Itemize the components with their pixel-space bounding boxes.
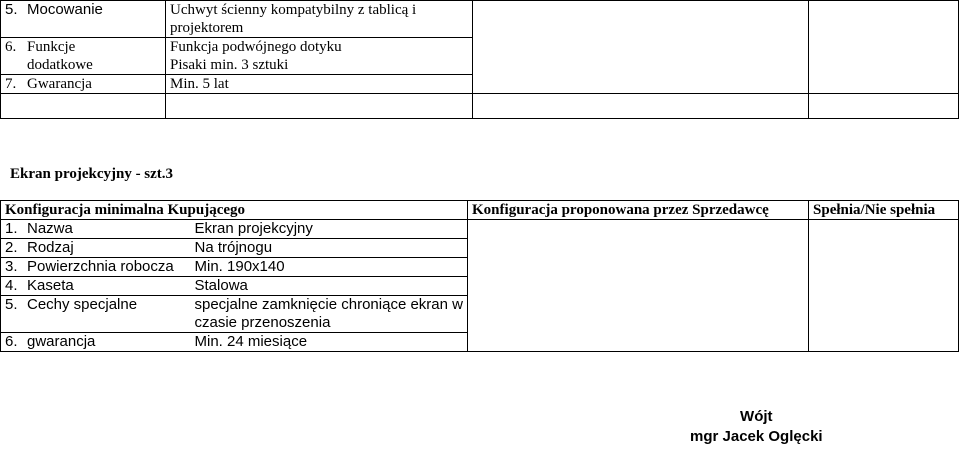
proposed-cell (473, 1, 809, 94)
row-name: Kaseta (27, 277, 74, 294)
value-line: Funkcja podwójnego dotyku (170, 39, 342, 55)
row-number: 3. (5, 258, 18, 275)
value-line: Min. 5 lat (170, 76, 229, 92)
signature-name: mgr Jacek Oglęcki (690, 428, 823, 445)
row-number: 5. (5, 296, 18, 313)
proposed-cell (468, 220, 809, 352)
row-value-cell (166, 75, 473, 94)
value-line: projektorem (170, 20, 244, 36)
row-name: Cechy specjalne (27, 296, 138, 313)
table-row (1, 220, 959, 239)
header-complies: Spełnia/Nie spełnia (809, 201, 959, 220)
row-number: 6. (5, 333, 18, 350)
value-line: specjalne zamknięcie chroniące ekran w (194, 296, 463, 313)
table-row (1, 1, 959, 38)
row-name: Funkcje (27, 39, 76, 55)
complies-cell (809, 1, 959, 94)
spec-table-top (0, 0, 959, 119)
value-line: czasie przenoszenia (194, 314, 331, 331)
row-name: gwarancja (27, 333, 96, 350)
row-number: 6. (5, 39, 17, 55)
row-name-cell (1, 1, 166, 38)
header-proposed: Konfiguracja proponowana przez Sprzedawcę (468, 201, 809, 220)
signature-block (690, 407, 823, 447)
row-name-cell (1, 75, 166, 94)
value-line: Uchwyt ścienny kompatybilny z tablicą i (170, 2, 417, 18)
row-number: 5. (5, 1, 18, 18)
row-name: Rodzaj (27, 239, 74, 256)
row-value: Min. 24 miesiące (191, 333, 468, 352)
row-value: Min. 190x140 (191, 258, 468, 277)
row-name: Nazwa (27, 220, 73, 237)
header-row (1, 201, 959, 220)
row-value: Ekran projekcyjny (191, 220, 468, 239)
row-name: Powierzchnia robocza (27, 258, 174, 275)
row-number: 7. (5, 76, 17, 92)
table-row-spacer (1, 94, 959, 119)
signature-title: Wójt (740, 408, 773, 425)
row-name: dodatkowe (27, 57, 93, 73)
row-name-cell (1, 38, 166, 75)
row-number: 2. (5, 239, 18, 256)
row-number: 1. (5, 220, 18, 237)
row-value: Stalowa (191, 277, 468, 296)
value-line: Pisaki min. 3 sztuki (170, 57, 289, 73)
header-min-config: Konfiguracja minimalna Kupującego (1, 201, 468, 220)
row-name: Gwarancja (27, 76, 92, 92)
row-number: 4. (5, 277, 18, 294)
row-value-cell (166, 1, 473, 38)
section-title: Ekran projekcyjny - szt.3 (10, 166, 174, 182)
row-value-cell (166, 38, 473, 75)
row-value: Na trójnogu (191, 239, 468, 258)
row-name: Mocowanie (27, 1, 103, 18)
complies-cell (809, 220, 959, 352)
spec-table-screen (0, 200, 959, 352)
